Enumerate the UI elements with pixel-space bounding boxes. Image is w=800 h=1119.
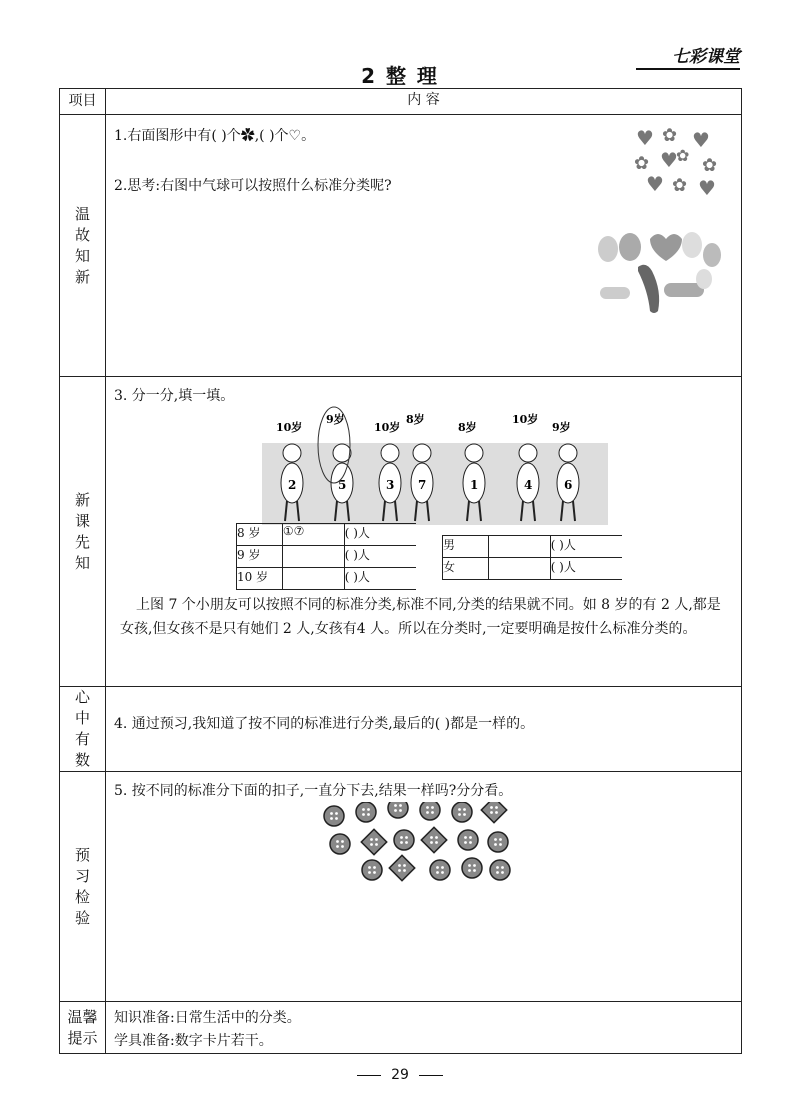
question-2: 2.思考:右图中气球可以按照什么标准分类呢?	[114, 178, 392, 194]
page-number: 29	[0, 1067, 800, 1083]
question-3: 3. 分一分,填一填。	[114, 388, 235, 404]
svg-text:8岁: 8岁	[458, 421, 477, 434]
header-item: 项目	[60, 89, 106, 115]
shirt-button	[361, 829, 386, 854]
shirt-button	[394, 830, 414, 850]
section-label-preview: 新 课 先 知	[60, 377, 106, 687]
svg-text:9岁: 9岁	[326, 413, 345, 426]
svg-text:✿: ✿	[702, 155, 718, 176]
shirt-button	[430, 860, 450, 880]
shapes-figure	[632, 121, 732, 201]
explanation-text: 上图 7 个小朋友可以按照不同的标准分类,标准不同,分类的结果就不同。如 8 岁的有 2 人,都是女孩,但女孩不是只有她们 2 人,女孩有4 人。所以在分类时,一定要明确是按什么标准分类的。	[120, 597, 721, 637]
children-figure	[262, 405, 608, 525]
section-review	[106, 115, 742, 377]
shirt-button	[330, 834, 350, 854]
svg-text:✿: ✿	[676, 146, 690, 165]
shirt-button	[388, 802, 408, 818]
shirt-button	[462, 858, 482, 878]
question-5: 5. 按不同的标准分下面的扣子,一直分下去,结果一样吗?分分看。	[114, 783, 513, 799]
svg-text:♥: ♥	[636, 126, 654, 150]
svg-text:4: 4	[524, 478, 533, 492]
age-row: 9 岁 ( )人	[237, 546, 417, 568]
svg-text:5: 5	[338, 478, 347, 492]
svg-text:10岁: 10岁	[276, 421, 303, 434]
age-row: 10 岁 ( )人	[237, 568, 417, 590]
tip-knowledge: 知识准备:日常生活中的分类。	[114, 1010, 301, 1026]
svg-text:✿: ✿	[672, 175, 688, 196]
shirt-button	[420, 802, 440, 820]
section-label-mind: 心 中 有 数	[60, 687, 106, 772]
svg-text:7: 7	[418, 478, 427, 492]
svg-text:1: 1	[470, 478, 479, 492]
section-check	[106, 772, 742, 1002]
svg-text:♥: ♥	[698, 176, 716, 200]
svg-text:♥: ♥	[660, 148, 678, 172]
gender-row: 女 ( )人	[443, 558, 623, 580]
svg-text:3: 3	[386, 478, 395, 492]
svg-text:♥: ♥	[646, 172, 664, 196]
svg-text:10岁: 10岁	[512, 413, 539, 426]
shirt-button	[389, 855, 414, 880]
shirt-button	[481, 802, 506, 823]
gender-table	[442, 535, 622, 580]
svg-text:✿: ✿	[662, 125, 678, 146]
page-title: 2 整 理	[361, 64, 439, 88]
svg-text:6: 6	[564, 478, 573, 492]
shirt-button	[490, 860, 510, 880]
section-label-review: 温 故 知 新	[60, 115, 106, 377]
svg-text:♥: ♥	[692, 128, 710, 152]
svg-text:10岁: 10岁	[374, 421, 401, 434]
section-label-tips: 温馨 提示	[60, 1002, 106, 1054]
buttons-figure	[322, 802, 522, 886]
brand-logo: 七彩课堂	[648, 42, 740, 70]
question-4: 4. 通过预习,我知道了按不同的标准进行分类,最后的( )都是一样的。	[114, 716, 535, 732]
section-preview	[106, 377, 742, 687]
section-label-check: 预 习 检 验	[60, 772, 106, 1002]
gender-row: 男 ( )人	[443, 536, 623, 558]
shirt-button	[356, 802, 376, 822]
shirt-button	[421, 827, 446, 852]
svg-text:9岁: 9岁	[552, 421, 571, 434]
svg-text:2: 2	[288, 478, 297, 492]
age-table	[236, 523, 416, 590]
section-tips	[106, 1002, 742, 1054]
question-1: 1.右面图形中有( )个✿,( )个♡。	[114, 128, 316, 144]
tip-tools: 学具准备:数字卡片若干。	[114, 1033, 273, 1049]
header-content: 内 容	[106, 89, 742, 115]
svg-text:✿: ✿	[634, 153, 650, 174]
shirt-button	[452, 802, 472, 822]
age-row: 8 岁 ①⑦ ( )人	[237, 524, 417, 546]
balloons-figure	[594, 227, 724, 317]
svg-text:8岁: 8岁	[406, 413, 425, 426]
content-table	[59, 88, 742, 1054]
shirt-button	[324, 806, 344, 826]
shirt-button	[488, 832, 508, 852]
shirt-button	[458, 830, 478, 850]
section-mind	[106, 687, 742, 772]
shirt-button	[362, 860, 382, 880]
